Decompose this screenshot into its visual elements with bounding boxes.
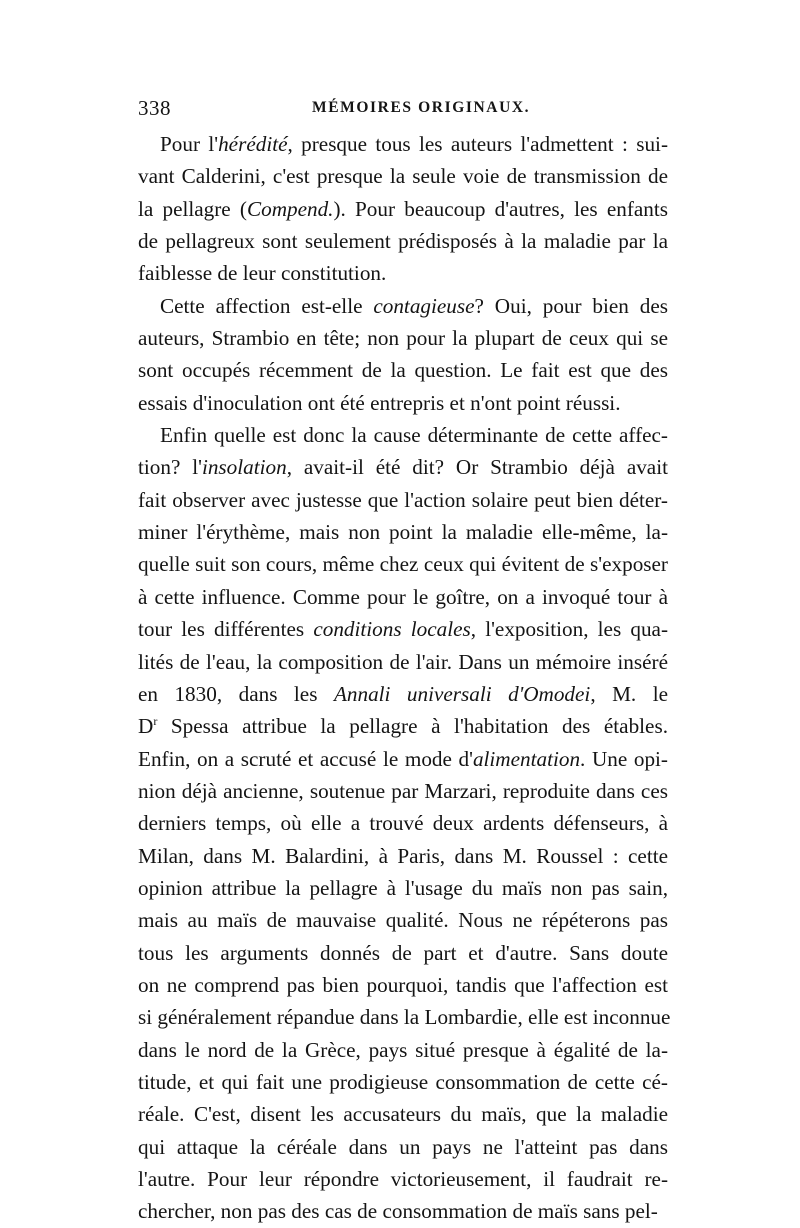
text-segment: chercher, non pas des cas de consommation de maïs sans pel- [138,1199,658,1224]
text-line [138,743,668,775]
text-segment: la pellagre ( [138,196,247,221]
text-segment: vant Calderini, c'est presque la seule voie de transmission de [138,164,668,189]
superscript: r [153,714,158,729]
text-line [138,290,668,322]
page-number: 338 [138,96,171,120]
text-line [138,451,668,483]
text-line [138,937,668,969]
text-line [138,387,668,419]
text-line [138,193,668,225]
text-segment: Pour l' [160,132,219,156]
text-line [138,160,668,192]
text-line [138,354,668,386]
text-segment: Spessa attribue la pellagre à l'habitation des étables. [157,714,668,739]
italic-term: conditions locales [313,617,471,642]
text-line [138,1034,668,1066]
text-segment: ? Oui, pour bien des [474,293,668,318]
text-line [138,775,668,807]
text-line [138,1131,668,1163]
text-line [138,322,668,354]
text-line [138,128,668,160]
text-line [138,710,668,742]
text-line [138,419,668,451]
text-line [138,969,668,1001]
text-segment: titude, et qui fait une prodigieuse consommation de cette cé- [138,1069,668,1094]
running-title: MÉMOIRES ORIGINAUX. [312,99,531,116]
text-segment: fait observer avec justesse que l'action solaire peut bien déter- [138,487,668,512]
text-segment: Enfin, on a scruté et accusé le mode d' [138,746,473,771]
text-segment: , avait-il été dit? Or Strambio déjà avait [286,455,668,480]
text-line [138,516,668,548]
italic-term: contagieuse [373,293,475,318]
text-segment: miner l'érythème, mais non point la maladie elle-même, la- [138,520,668,545]
text-segment: mais au maïs de mauvaise qualité. Nous ne répéterons pas [138,908,668,933]
text-line [138,484,668,516]
text-segment: tion? l' [138,455,202,480]
text-segment: l'autre. Pour leur répondre victorieusement, il faudrait re- [138,1167,668,1191]
text-line [138,807,668,839]
text-segment: faiblesse de leur constitution. [138,261,387,286]
text-line [138,840,668,872]
text-segment: on ne comprend pas bien pourquoi, tandis que l'affection est [138,972,668,997]
text-segment: Enfin quelle est donc la cause déterminante de cette affec- [160,423,668,448]
text-segment: dans le nord de la Grèce, pays situé presque à égalité de la- [138,1037,668,1062]
italic-term: hérédité [218,132,288,156]
text-segment: qui attaque la céréale dans un pays ne l'atteint pas dans [138,1134,668,1159]
text-segment: opinion attribue la pellagre à l'usage du maïs non pas sain, [138,875,668,900]
text-segment: . Une opi- [580,746,668,771]
text-segment: nion déjà ancienne, soutenue par Marzari, reproduite dans ces [138,778,668,803]
text-segment: tour les différentes [138,617,314,642]
body-text [138,128,671,1228]
text-line [138,1001,671,1033]
text-line [138,581,668,613]
italic-term: Annali universali d'Omodei [333,681,591,706]
text-segment: derniers temps, où elle a trouvé deux ardents défenseurs, à [138,811,668,836]
text-segment: essais d'inoculation ont été entrepris et n'ont point réussi. [138,390,621,415]
text-segment: ). Pour beaucoup d'autres, les enfants [333,196,669,221]
text-segment: sont occupés récemment de la question. Le fait est que des [138,358,668,383]
text-line [138,1098,668,1130]
page-header [138,96,668,126]
text-segment: Milan, dans M. Balardini, à Paris, dans M. Roussel : cette [138,843,668,868]
text-segment: , l'exposition, les qua- [470,617,668,642]
text-segment: lités de l'eau, la composition de l'air. Dans un mémoire inséré [138,649,668,674]
text-line [138,225,668,257]
italic-term: alimentation [472,746,581,771]
text-segment: de pellagreux sont seulement prédisposés à la maladie par la [138,229,668,254]
text-line [138,257,668,289]
text-segment: à cette influence. Comme pour le goître, on a invoqué tour à [138,584,668,609]
text-segment: réale. C'est, disent les accusateurs du maïs, que la maladie [138,1102,668,1127]
text-line [138,904,668,936]
italic-term: Compend. [246,196,334,221]
text-segment: quelle suit son cours, même chez ceux qui évitent de s'exposer [138,552,668,577]
text-line [138,1195,668,1227]
text-segment: auteurs, Strambio en tête; non pour la plupart de ceux qui se [138,326,668,351]
text-segment: si généralement répandue dans la Lombardie, elle est inconnue [138,1005,671,1030]
italic-term: insolation [201,455,287,480]
text-line [138,872,668,904]
text-line [138,646,668,678]
text-segment: , presque tous les auteurs l'admettent : sui- [287,132,669,156]
text-segment: tous les arguments donnés de part et d'autre. Sans doute [138,940,668,965]
text-line [138,1066,668,1098]
text-line [138,678,668,710]
text-segment: D [138,714,154,739]
text-line [138,548,668,580]
text-line [138,613,668,645]
text-segment: , M. le [590,681,668,706]
text-line [138,1163,668,1195]
text-segment: en 1830, dans les [138,681,334,706]
text-segment: Cette affection est-elle [160,293,374,318]
